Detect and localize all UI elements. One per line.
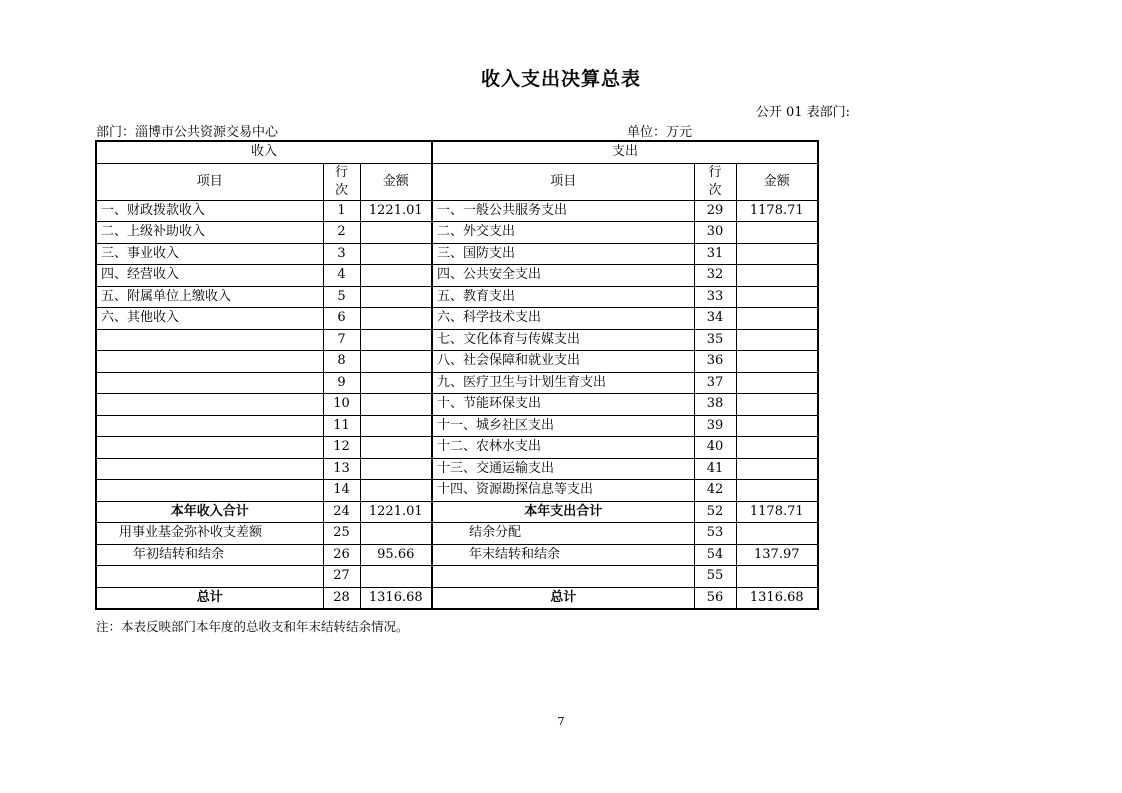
expense-amount (736, 222, 818, 244)
subtotal-row (96, 501, 818, 523)
expense-amount (736, 458, 818, 480)
income-row-no: 14 (323, 480, 360, 502)
income-amount: 1221.01 (360, 501, 432, 523)
expense-amount (736, 351, 818, 373)
expense-item: 九、医疗卫生与计划生育支出 (432, 372, 694, 394)
income-item: 总计 (96, 587, 323, 609)
col-item-income: 项目 (96, 163, 323, 200)
income-item: 二、上级补助收入 (96, 222, 323, 244)
income-item: 三、事业收入 (96, 243, 323, 265)
income-row-no: 28 (323, 587, 360, 609)
income-item: 本年收入合计 (96, 501, 323, 523)
expense-row-no: 56 (694, 587, 736, 609)
col-item-expense: 项目 (432, 163, 694, 200)
table-row (96, 265, 818, 287)
col-amount-income: 金额 (360, 163, 432, 200)
expense-row-no: 36 (694, 351, 736, 373)
expense-item: 四、公共安全支出 (432, 265, 694, 287)
expense-item: 五、教育支出 (432, 286, 694, 308)
income-item: 年初结转和结余 (96, 544, 323, 566)
expense-amount (736, 308, 818, 330)
income-row-no: 10 (323, 394, 360, 416)
col-amount-expense: 金额 (736, 163, 818, 200)
income-amount (360, 308, 432, 330)
table-row (96, 329, 818, 351)
expense-item (432, 566, 694, 588)
expense-item: 年末结转和结余 (432, 544, 694, 566)
income-row-no: 24 (323, 501, 360, 523)
expense-row-no: 33 (694, 286, 736, 308)
expense-amount (736, 265, 818, 287)
income-amount (360, 351, 432, 373)
income-row-no: 4 (323, 265, 360, 287)
expense-amount (736, 523, 818, 545)
col-row-line1: 行 (708, 164, 722, 180)
expense-item: 六、科学技术支出 (432, 308, 694, 330)
income-row-no: 12 (323, 437, 360, 459)
expense-row-no: 29 (694, 200, 736, 222)
table-row (96, 200, 818, 222)
income-item: 六、其他收入 (96, 308, 323, 330)
col-row-line2: 次 (334, 182, 348, 198)
income-row-no: 13 (323, 458, 360, 480)
expense-amount (736, 329, 818, 351)
expense-item: 二、外交支出 (432, 222, 694, 244)
expense-amount (736, 415, 818, 437)
expense-amount: 1316.68 (736, 587, 818, 609)
income-item (96, 329, 323, 351)
expense-row-no: 54 (694, 544, 736, 566)
income-amount (360, 394, 432, 416)
expense-item: 十四、资源勘探信息等支出 (432, 480, 694, 502)
income-amount (360, 265, 432, 287)
expense-row-no: 41 (694, 458, 736, 480)
income-amount (360, 243, 432, 265)
income-amount (360, 415, 432, 437)
income-item (96, 566, 323, 588)
expense-item: 七、文化体育与传媒支出 (432, 329, 694, 351)
income-item: 一、财政拨款收入 (96, 200, 323, 222)
expense-item: 三、国防支出 (432, 243, 694, 265)
expense-item: 十二、农林水支出 (432, 437, 694, 459)
expense-amount (736, 286, 818, 308)
income-item (96, 415, 323, 437)
page-number: 7 (557, 715, 565, 728)
table-row (96, 286, 818, 308)
expense-amount (736, 480, 818, 502)
expense-item: 十、节能环保支出 (432, 394, 694, 416)
table-note: 注：本表反映部门本年度的总收支和年末结转结余情况。 (96, 619, 409, 634)
expense-row-no: 40 (694, 437, 736, 459)
table-row (96, 523, 818, 545)
table-row (96, 243, 818, 265)
income-amount (360, 480, 432, 502)
income-item (96, 480, 323, 502)
table-row (96, 415, 818, 437)
table-row (96, 222, 818, 244)
income-item (96, 394, 323, 416)
table-row (96, 372, 818, 394)
expense-row-no: 53 (694, 523, 736, 545)
expense-row-no: 32 (694, 265, 736, 287)
expense-row-no: 31 (694, 243, 736, 265)
expense-item: 十一、城乡社区支出 (432, 415, 694, 437)
income-amount (360, 372, 432, 394)
expense-item: 总计 (432, 587, 694, 609)
expense-amount: 137.97 (736, 544, 818, 566)
expense-item: 八、社会保障和就业支出 (432, 351, 694, 373)
income-row-no: 6 (323, 308, 360, 330)
income-row-no: 7 (323, 329, 360, 351)
income-amount (360, 222, 432, 244)
income-header: 收入 (96, 141, 432, 163)
table-row (96, 458, 818, 480)
income-item: 五、附属单位上缴收入 (96, 286, 323, 308)
income-amount (360, 286, 432, 308)
income-item (96, 437, 323, 459)
income-amount: 1221.01 (360, 200, 432, 222)
table-row (96, 544, 818, 566)
expense-row-no: 34 (694, 308, 736, 330)
col-row-expense (694, 163, 736, 200)
expense-row-no: 37 (694, 372, 736, 394)
expense-row-no: 35 (694, 329, 736, 351)
income-row-no: 26 (323, 544, 360, 566)
expense-amount (736, 243, 818, 265)
table-row (96, 351, 818, 373)
income-amount: 95.66 (360, 544, 432, 566)
income-item (96, 351, 323, 373)
page-title: 收入支出决算总表 (480, 68, 641, 90)
expense-row-no: 42 (694, 480, 736, 502)
expense-item: 十三、交通运输支出 (432, 458, 694, 480)
col-row-income (323, 163, 360, 200)
income-row-no: 8 (323, 351, 360, 373)
income-row-no: 5 (323, 286, 360, 308)
expense-header: 支出 (432, 141, 818, 163)
col-row-line2: 次 (708, 182, 722, 198)
income-item: 四、经营收入 (96, 265, 323, 287)
expense-amount (736, 394, 818, 416)
income-row-no: 2 (323, 222, 360, 244)
expense-amount: 1178.71 (736, 501, 818, 523)
expense-row-no: 30 (694, 222, 736, 244)
expense-row-no: 55 (694, 566, 736, 588)
expense-item: 结余分配 (432, 523, 694, 545)
income-row-no: 27 (323, 566, 360, 588)
expense-row-no: 38 (694, 394, 736, 416)
expense-amount (736, 437, 818, 459)
income-item (96, 458, 323, 480)
unit-label: 单位：万元 (627, 125, 693, 140)
table-row (96, 566, 818, 588)
column-header-row (96, 163, 818, 200)
table-row (96, 480, 818, 502)
income-amount (360, 458, 432, 480)
income-row-no: 11 (323, 415, 360, 437)
expense-item: 本年支出合计 (432, 501, 694, 523)
income-amount (360, 329, 432, 351)
expense-row-no: 52 (694, 501, 736, 523)
income-row-no: 1 (323, 200, 360, 222)
department-label: 部门：淄博市公共资源交易中心 (96, 125, 279, 140)
income-item (96, 372, 323, 394)
expense-item: 一、一般公共服务支出 (432, 200, 694, 222)
income-amount (360, 523, 432, 545)
expense-amount: 1178.71 (736, 200, 818, 222)
form-code: 公开 01 表部门: (755, 105, 850, 120)
income-amount (360, 566, 432, 588)
budget-table (95, 140, 819, 610)
expense-amount (736, 372, 818, 394)
expense-row-no: 39 (694, 415, 736, 437)
income-row-no: 9 (323, 372, 360, 394)
total-row (96, 587, 818, 609)
income-item: 用事业基金弥补收支差额 (96, 523, 323, 545)
expense-amount (736, 566, 818, 588)
col-row-line1: 行 (334, 164, 348, 180)
section-header-row (96, 141, 818, 163)
table-row (96, 437, 818, 459)
income-row-no: 3 (323, 243, 360, 265)
income-row-no: 25 (323, 523, 360, 545)
table-row (96, 394, 818, 416)
income-amount (360, 437, 432, 459)
income-amount: 1316.68 (360, 587, 432, 609)
table-row (96, 308, 818, 330)
